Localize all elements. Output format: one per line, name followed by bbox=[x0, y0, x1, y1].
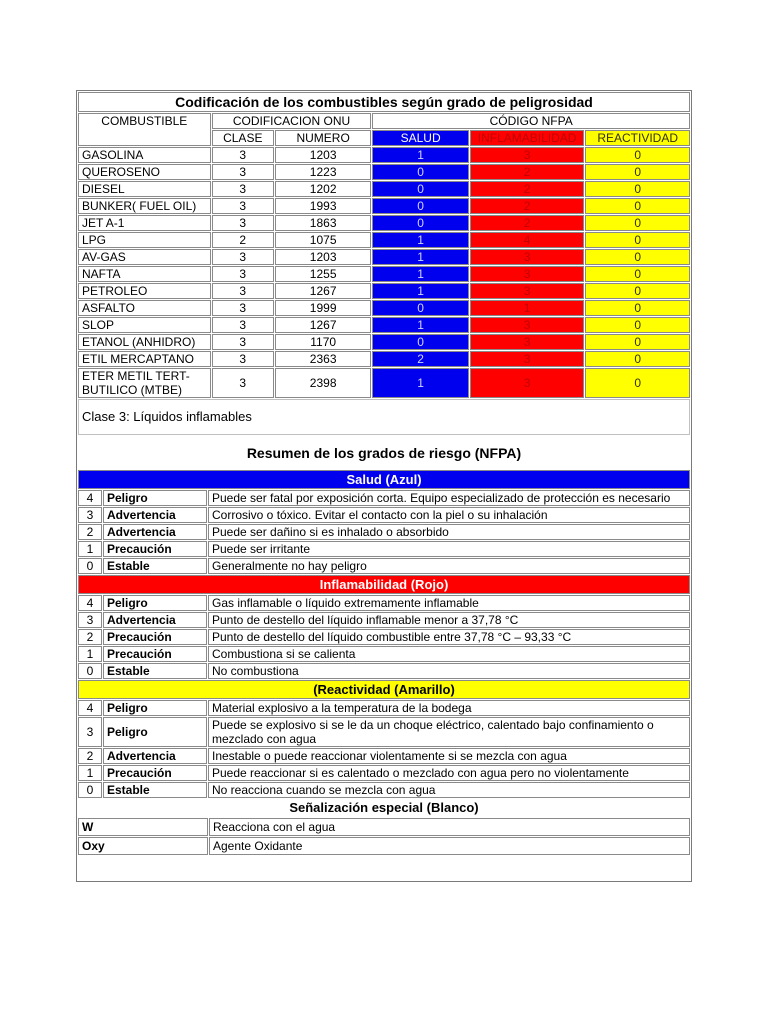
risk-description: Punto de destello del líquido combustible entre 37,78 °C – 93,33 °C bbox=[208, 629, 690, 645]
fuel-clase: 2 bbox=[212, 232, 274, 248]
risk-description: No reacciona cuando se mezcla con agua bbox=[208, 782, 690, 798]
fuel-name: ETIL MERCAPTANO bbox=[78, 351, 211, 367]
header-numero: NUMERO bbox=[275, 130, 371, 146]
grade-number: 2 bbox=[78, 748, 102, 764]
fuel-inflamabilidad: 2 bbox=[470, 164, 585, 180]
risk-description: Corrosivo o tóxico. Evitar el contacto con la piel o su inhalación bbox=[208, 507, 690, 523]
fuel-name: GASOLINA bbox=[78, 147, 211, 163]
fuel-salud: 0 bbox=[372, 300, 468, 316]
fuel-row bbox=[78, 232, 690, 248]
risk-level: Precaución bbox=[103, 541, 207, 557]
grade-number: 1 bbox=[78, 541, 102, 557]
table-title: Codificación de los combustibles según grado de peligrosidad bbox=[78, 92, 690, 112]
fuel-inflamabilidad: 3 bbox=[470, 283, 585, 299]
fuel-clase: 3 bbox=[212, 351, 274, 367]
fuel-clase: 3 bbox=[212, 334, 274, 350]
risk-level: Advertencia bbox=[103, 524, 207, 540]
fuel-clase: 3 bbox=[212, 198, 274, 214]
fuel-reactividad: 0 bbox=[585, 164, 690, 180]
fuel-reactividad: 0 bbox=[585, 351, 690, 367]
fuel-inflamabilidad: 4 bbox=[470, 232, 585, 248]
risk-level: Advertencia bbox=[103, 612, 207, 628]
fuel-table bbox=[77, 91, 691, 436]
fuel-row bbox=[78, 351, 690, 367]
risk-description: Puede se explosivo si se le da un choque eléctrico, calentado bajo confinamiento o mezclado con agua bbox=[208, 717, 690, 747]
grade-number: 1 bbox=[78, 765, 102, 781]
fuel-row bbox=[78, 317, 690, 333]
risk-level: Precaución bbox=[103, 765, 207, 781]
fuel-numero: 1203 bbox=[275, 147, 371, 163]
risk-description: Generalmente no hay peligro bbox=[208, 558, 690, 574]
fuel-reactividad: 0 bbox=[585, 147, 690, 163]
grade-number: 2 bbox=[78, 629, 102, 645]
fuel-inflamabilidad: 3 bbox=[470, 334, 585, 350]
fuel-clase: 3 bbox=[212, 266, 274, 282]
salud-row bbox=[78, 524, 690, 540]
fuel-salud: 1 bbox=[372, 266, 468, 282]
grade-number: 3 bbox=[78, 507, 102, 523]
fuel-reactividad: 0 bbox=[585, 317, 690, 333]
fuel-row bbox=[78, 181, 690, 197]
fuel-inflamabilidad: 1 bbox=[470, 300, 585, 316]
inflamabilidad-row bbox=[78, 646, 690, 662]
risk-level: Peligro bbox=[103, 717, 207, 747]
salud-row bbox=[78, 558, 690, 574]
risk-level: Precaución bbox=[103, 629, 207, 645]
header-reactividad: REACTIVIDAD bbox=[585, 130, 690, 146]
fuel-numero: 1993 bbox=[275, 198, 371, 214]
band-inflamabilidad: Inflamabilidad (Rojo) bbox=[78, 575, 690, 594]
fuel-numero: 2398 bbox=[275, 368, 371, 398]
risk-description: Puede ser dañino si es inhalado o absorbido bbox=[208, 524, 690, 540]
fuel-salud: 1 bbox=[372, 147, 468, 163]
summary-table bbox=[77, 436, 691, 817]
special-table bbox=[77, 817, 691, 856]
reactividad-rows bbox=[78, 700, 690, 798]
fuel-name: ETER METIL TERT-BUTILICO (MTBE) bbox=[78, 368, 211, 398]
fuel-row bbox=[78, 300, 690, 316]
fuel-row bbox=[78, 266, 690, 282]
risk-level: Estable bbox=[103, 782, 207, 798]
fuel-name: ETANOL (ANHIDRO) bbox=[78, 334, 211, 350]
fuel-inflamabilidad: 2 bbox=[470, 181, 585, 197]
document-frame bbox=[76, 90, 692, 882]
grade-number: 3 bbox=[78, 612, 102, 628]
risk-description: Material explosivo a la temperatura de la bodega bbox=[208, 700, 690, 716]
reactividad-row bbox=[78, 700, 690, 716]
salud-rows bbox=[78, 490, 690, 574]
salud-row bbox=[78, 507, 690, 523]
fuel-clase: 3 bbox=[212, 215, 274, 231]
class-note: Clase 3: Líquidos inflamables bbox=[78, 399, 690, 435]
fuel-row bbox=[78, 215, 690, 231]
fuel-clase: 3 bbox=[212, 317, 274, 333]
fuel-clase: 3 bbox=[212, 164, 274, 180]
fuel-numero: 1999 bbox=[275, 300, 371, 316]
grade-number: 3 bbox=[78, 717, 102, 747]
reactividad-row bbox=[78, 748, 690, 764]
grade-number: 1 bbox=[78, 646, 102, 662]
fuel-clase: 3 bbox=[212, 300, 274, 316]
fuel-numero: 1255 bbox=[275, 266, 371, 282]
fuel-salud: 0 bbox=[372, 164, 468, 180]
special-description: Agente Oxidante bbox=[209, 837, 690, 855]
fuel-row bbox=[78, 283, 690, 299]
fuel-salud: 0 bbox=[372, 198, 468, 214]
fuel-clase: 3 bbox=[212, 283, 274, 299]
fuel-salud: 1 bbox=[372, 232, 468, 248]
fuel-salud: 1 bbox=[372, 283, 468, 299]
band-salud: Salud (Azul) bbox=[78, 470, 690, 489]
header-combustible: COMBUSTIBLE bbox=[78, 113, 211, 146]
reactividad-row bbox=[78, 717, 690, 747]
fuel-name: LPG bbox=[78, 232, 211, 248]
risk-level: Estable bbox=[103, 663, 207, 679]
salud-row bbox=[78, 490, 690, 506]
fuel-inflamabilidad: 3 bbox=[470, 147, 585, 163]
special-row bbox=[78, 837, 690, 855]
special-rows bbox=[78, 818, 690, 855]
fuel-numero: 1267 bbox=[275, 283, 371, 299]
fuel-row bbox=[78, 249, 690, 265]
fuel-numero: 1202 bbox=[275, 181, 371, 197]
fuel-rows bbox=[78, 147, 690, 398]
risk-level: Estable bbox=[103, 558, 207, 574]
fuel-name: JET A-1 bbox=[78, 215, 211, 231]
fuel-name: AV-GAS bbox=[78, 249, 211, 265]
band-especial: Señalización especial (Blanco) bbox=[289, 799, 479, 815]
fuel-numero: 2363 bbox=[275, 351, 371, 367]
fuel-name: QUEROSENO bbox=[78, 164, 211, 180]
special-code: W bbox=[78, 818, 208, 836]
grade-number: 4 bbox=[78, 490, 102, 506]
fuel-inflamabilidad: 2 bbox=[470, 215, 585, 231]
inflamabilidad-rows bbox=[78, 595, 690, 679]
fuel-numero: 1203 bbox=[275, 249, 371, 265]
fuel-inflamabilidad: 3 bbox=[470, 266, 585, 282]
risk-description: Puede ser irritante bbox=[208, 541, 690, 557]
risk-level: Peligro bbox=[103, 700, 207, 716]
fuel-numero: 1170 bbox=[275, 334, 371, 350]
header-inflamabilidad: INFLAMABILIDAD bbox=[470, 130, 585, 146]
special-description: Reacciona con el agua bbox=[209, 818, 690, 836]
fuel-reactividad: 0 bbox=[585, 249, 690, 265]
fuel-inflamabilidad: 3 bbox=[470, 368, 585, 398]
fuel-name: BUNKER( FUEL OIL) bbox=[78, 198, 211, 214]
fuel-salud: 1 bbox=[372, 249, 468, 265]
fuel-salud: 1 bbox=[372, 317, 468, 333]
fuel-row bbox=[78, 147, 690, 163]
fuel-reactividad: 0 bbox=[585, 283, 690, 299]
fuel-row bbox=[78, 198, 690, 214]
risk-description: Gas inflamable o líquido extremamente inflamable bbox=[208, 595, 690, 611]
header-codigo-nfpa: CÓDIGO NFPA bbox=[372, 113, 690, 129]
risk-description: Inestable o puede reaccionar violentamente si se mezcla con agua bbox=[208, 748, 690, 764]
risk-description: No combustiona bbox=[208, 663, 690, 679]
fuel-reactividad: 0 bbox=[585, 181, 690, 197]
band-reactividad: (Reactividad (Amarillo) bbox=[78, 680, 690, 699]
fuel-name: DIESEL bbox=[78, 181, 211, 197]
risk-description: Combustiona si se calienta bbox=[208, 646, 690, 662]
grade-number: 0 bbox=[78, 782, 102, 798]
fuel-reactividad: 0 bbox=[585, 232, 690, 248]
fuel-reactividad: 0 bbox=[585, 334, 690, 350]
fuel-inflamabilidad: 3 bbox=[470, 351, 585, 367]
summary-title: Resumen de los grados de riesgo (NFPA) bbox=[246, 445, 522, 461]
fuel-numero: 1075 bbox=[275, 232, 371, 248]
fuel-inflamabilidad: 3 bbox=[470, 317, 585, 333]
fuel-row bbox=[78, 334, 690, 350]
risk-level: Advertencia bbox=[103, 748, 207, 764]
fuel-numero: 1863 bbox=[275, 215, 371, 231]
fuel-clase: 3 bbox=[212, 368, 274, 398]
fuel-clase: 3 bbox=[212, 181, 274, 197]
risk-level: Precaución bbox=[103, 646, 207, 662]
fuel-reactividad: 0 bbox=[585, 300, 690, 316]
fuel-numero: 1223 bbox=[275, 164, 371, 180]
inflamabilidad-row bbox=[78, 663, 690, 679]
inflamabilidad-row bbox=[78, 595, 690, 611]
fuel-salud: 2 bbox=[372, 351, 468, 367]
header-salud: SALUD bbox=[372, 130, 468, 146]
fuel-row bbox=[78, 368, 690, 398]
fuel-name: SLOP bbox=[78, 317, 211, 333]
fuel-salud: 0 bbox=[372, 215, 468, 231]
grade-number: 4 bbox=[78, 700, 102, 716]
risk-level: Peligro bbox=[103, 595, 207, 611]
fuel-salud: 0 bbox=[372, 334, 468, 350]
fuel-inflamabilidad: 3 bbox=[470, 249, 585, 265]
fuel-reactividad: 0 bbox=[585, 368, 690, 398]
special-row bbox=[78, 818, 690, 836]
inflamabilidad-row bbox=[78, 612, 690, 628]
inflamabilidad-row bbox=[78, 629, 690, 645]
grade-number: 2 bbox=[78, 524, 102, 540]
fuel-name: ASFALTO bbox=[78, 300, 211, 316]
fuel-numero: 1267 bbox=[275, 317, 371, 333]
grade-number: 4 bbox=[78, 595, 102, 611]
fuel-salud: 0 bbox=[372, 181, 468, 197]
risk-description: Punto de destello del líquido inflamable menor a 37,78 °C bbox=[208, 612, 690, 628]
fuel-clase: 3 bbox=[212, 147, 274, 163]
header-codificacion-onu: CODIFICACION ONU bbox=[212, 113, 372, 129]
fuel-clase: 3 bbox=[212, 249, 274, 265]
header-clase: CLASE bbox=[212, 130, 274, 146]
reactividad-row bbox=[78, 782, 690, 798]
fuel-reactividad: 0 bbox=[585, 215, 690, 231]
fuel-inflamabilidad: 2 bbox=[470, 198, 585, 214]
grade-number: 0 bbox=[78, 558, 102, 574]
special-code: Oxy bbox=[78, 837, 208, 855]
fuel-salud: 1 bbox=[372, 368, 468, 398]
salud-row bbox=[78, 541, 690, 557]
grade-number: 0 bbox=[78, 663, 102, 679]
fuel-reactividad: 0 bbox=[585, 266, 690, 282]
risk-level: Peligro bbox=[103, 490, 207, 506]
risk-description: Puede reaccionar si es calentado o mezclado con agua pero no violentamente bbox=[208, 765, 690, 781]
risk-level: Advertencia bbox=[103, 507, 207, 523]
fuel-reactividad: 0 bbox=[585, 198, 690, 214]
fuel-name: PETROLEO bbox=[78, 283, 211, 299]
fuel-name: NAFTA bbox=[78, 266, 211, 282]
risk-description: Puede ser fatal por exposición corta. Equipo especializado de protección es necesario bbox=[208, 490, 690, 506]
reactividad-row bbox=[78, 765, 690, 781]
fuel-row bbox=[78, 164, 690, 180]
